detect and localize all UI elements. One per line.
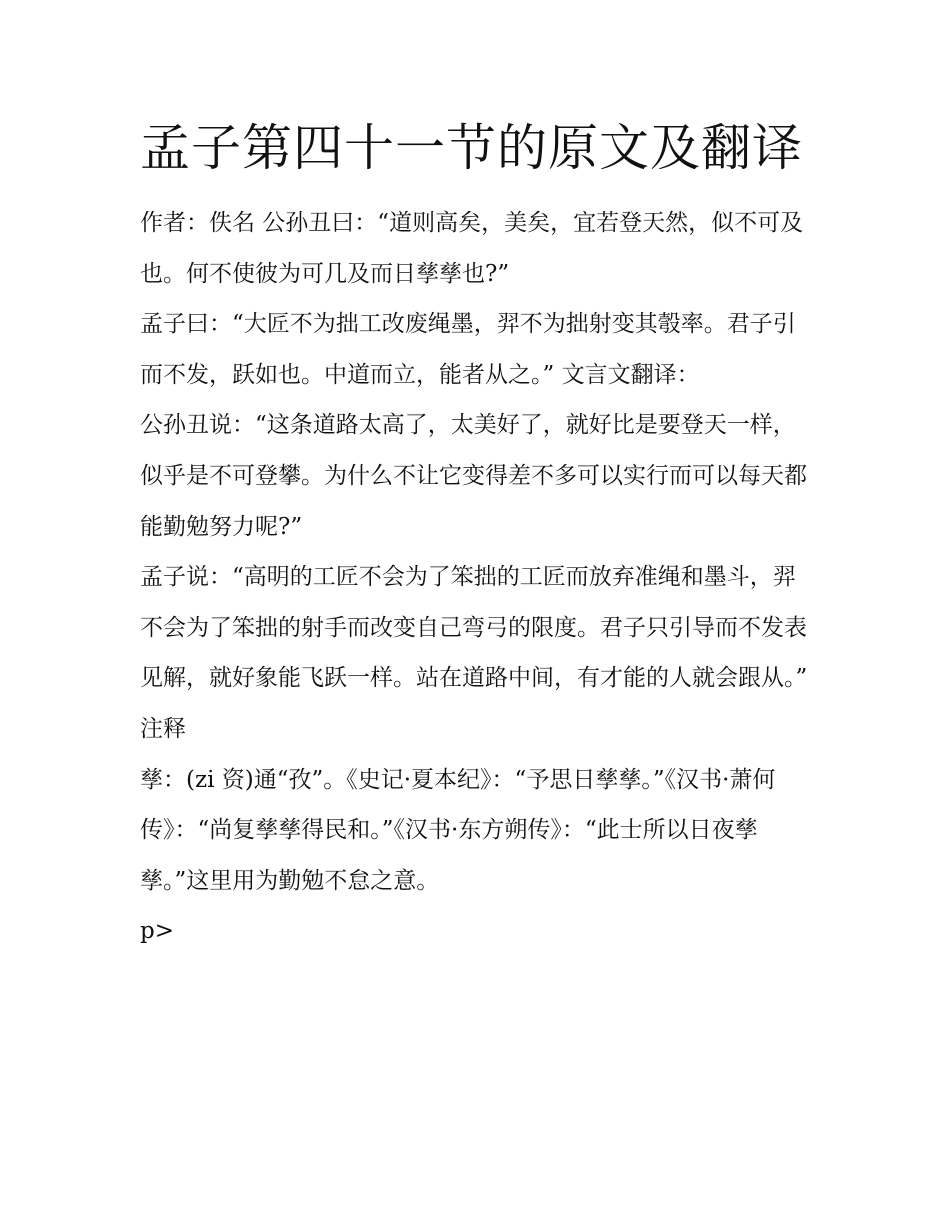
paragraph-note-zizi: 孳：(zi 资)通“孜”。《史记·夏本纪》：“予思日孳孳。”《汉书·萧何传》：“尚复孳孳得民和。”《汉书·东方朔传》：“此士所以日夜孳孳。”这里用为勤勉不怠之意。 xyxy=(140,766,776,894)
paragraph-translation-gongsun: 公孙丑说：“这条道路太高了，太美好了，就好比是要登天一样，似乎是不可登攀。为什么不让它变得差不多可以实行而可以每天都能勤勉努力呢?” xyxy=(140,412,807,540)
paragraph-translation-mencius: 孟子说：“高明的工匠不会为了笨拙的工匠而放弃准绳和墨斗，羿不会为了笨拙的射手而改变自己弯弓的限度。君子只引导而不发表见解，就好象能飞跃一样。站在道路中间，有才能的人就会跟从。” xyxy=(140,564,808,692)
stray-tag-text: p> xyxy=(140,918,174,945)
paragraph-original-gongsun: 作者：佚名 公孙丑曰：“道则高矣，美矣，宜若登天然，似不可及也。何不使彼为可几及而日孳孳也?” xyxy=(140,210,804,287)
paragraph-original-mencius: 孟子曰：“大匠不为拙工改废绳墨，羿不为拙射变其彀率。君子引而不发，跃如也。中道而立，能者从之。” 文言文翻译： xyxy=(140,311,796,388)
document-title: 孟子第四十一节的原文及翻译 xyxy=(140,119,803,177)
document-page xyxy=(140,112,812,957)
notes-heading: 注释 xyxy=(140,715,186,742)
